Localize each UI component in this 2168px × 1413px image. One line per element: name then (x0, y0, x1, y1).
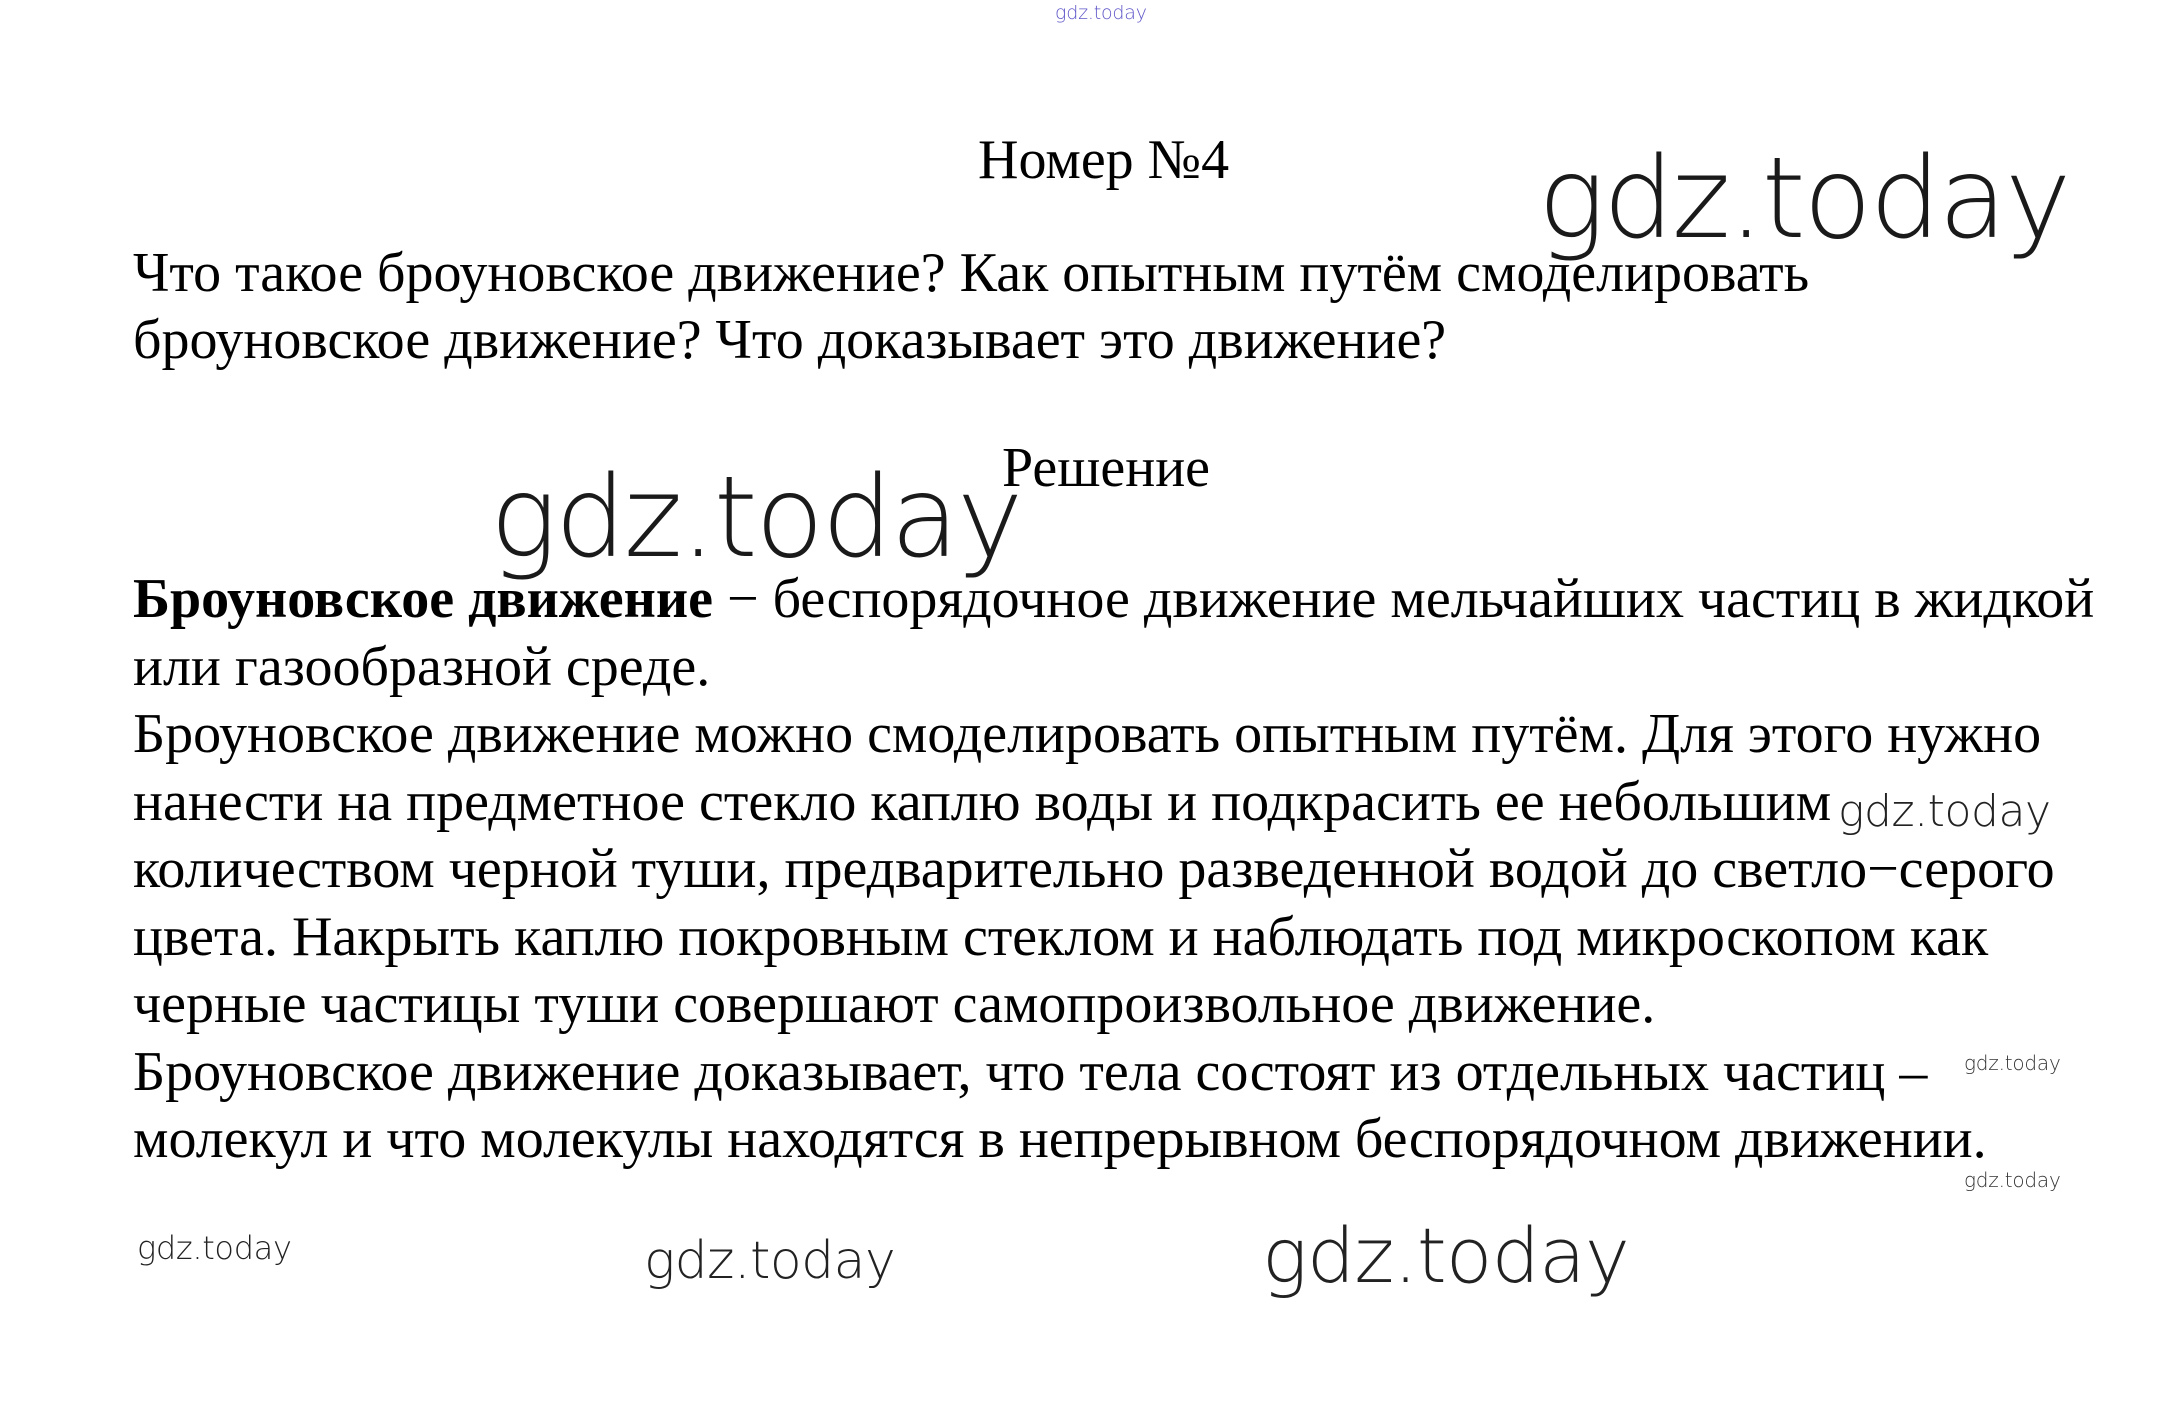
answer-term: Броуновское движение (133, 568, 714, 630)
watermark-small-right-2: gdz.today (1964, 1168, 2061, 1192)
answer-body (133, 566, 2113, 1174)
question-text: Что такое броуновское движение? Как опытным путём смоделировать броуновское движение? Что доказывает это движение? (133, 242, 1810, 371)
watermark-large-top-right: gdz.today (1538, 134, 2069, 264)
watermark-bottom-left: gdz.today (137, 1229, 292, 1267)
answer-paragraph-experiment: Броуновское движение можно смоделировать опытным путём. Для этого нужно нанести на предметное стекло каплю воды и подкрасить ее небольшим количеством черной туши, предварительно разведенной водой до светло−серого цвета. Накрыть каплю покровным стеклом и наблюдать под микроскопом как черные частицы туши совершают самопроизвольное движение. (133, 703, 2055, 1035)
solution-title: Решение (1002, 437, 1211, 499)
watermark-small-right-1: gdz.today (1964, 1051, 2061, 1075)
answer-definition (133, 566, 2113, 701)
watermark-bottom-center: gdz.today (644, 1231, 896, 1291)
problem-number-heading: Номер №4 (978, 129, 1230, 191)
watermark-top: gdz.today (1055, 2, 1147, 24)
answer-paragraph-conclusion: Броуновское движение доказывает, что тела состоят из отдельных частиц – молекул и что молекулы находятся в непрерывном беспорядочном движении. (133, 1040, 1987, 1170)
watermark-mid-right: gdz.today (1838, 786, 2051, 837)
watermark-large-center: gdz.today (490, 453, 1021, 583)
watermark-bottom-right: gdz.today (1262, 1211, 1630, 1300)
answer-definition-text: − беспорядочное движение мельчайших частиц в жидкой или газообразной среде. (133, 568, 2095, 698)
